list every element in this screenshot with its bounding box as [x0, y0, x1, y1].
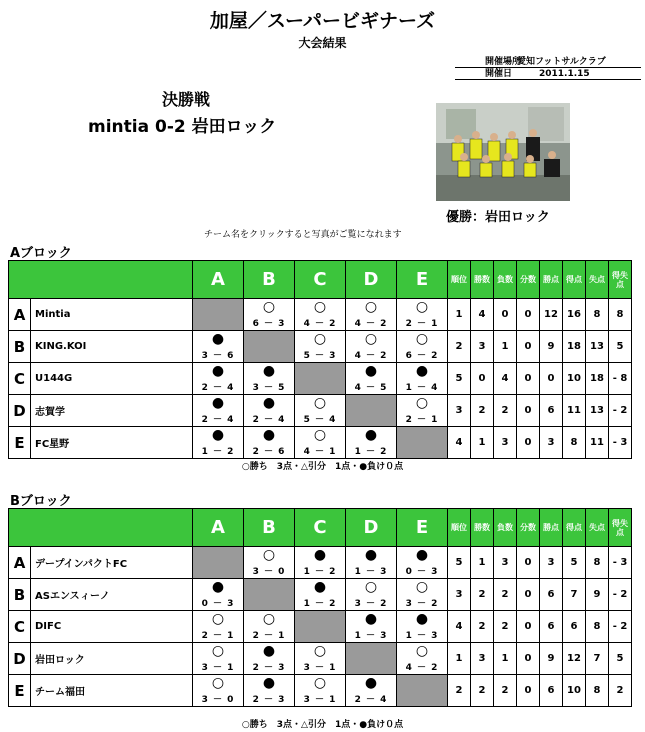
stat-value: - 2: [609, 395, 632, 427]
stat-value: 5: [563, 547, 586, 579]
stat-value: 9: [540, 643, 563, 675]
block-a-legend: ○勝ち 3点・△引分 1点・●負け０点: [241, 462, 404, 472]
stat-value: 8: [563, 427, 586, 459]
match-score: 1 － 2: [354, 447, 388, 457]
page-title: 加屋／スーパービギナーズ: [209, 10, 436, 32]
match-result-cell: [346, 579, 397, 611]
loss-mark: ●: [262, 643, 276, 659]
win-mark: ○: [415, 579, 429, 595]
stat-value: 6: [540, 611, 563, 643]
block-b-table: [8, 508, 632, 707]
match-result-cell: [193, 363, 244, 395]
win-mark: ○: [313, 643, 327, 659]
match-score: 3 － 1: [303, 695, 337, 705]
stat-value: 0: [517, 363, 540, 395]
match-score: 3 － 1: [303, 663, 337, 673]
header-row: [9, 261, 632, 299]
team-letter: C: [9, 611, 31, 643]
match-score: 5 － 4: [303, 415, 337, 425]
stat-value: 8: [609, 299, 632, 331]
opponent-header: A: [193, 261, 244, 299]
stat-value: 0: [517, 611, 540, 643]
stat-value: 0: [494, 299, 517, 331]
stat-value: 3: [448, 395, 471, 427]
match-result-cell: [193, 395, 244, 427]
stat-value: 2: [448, 331, 471, 363]
team-letter: E: [9, 675, 31, 707]
match-score: 1 － 2: [303, 567, 337, 577]
stat-value: 0: [517, 427, 540, 459]
match-result-cell: [193, 611, 244, 643]
self-match-cell: [244, 331, 295, 363]
stat-value: 0: [517, 579, 540, 611]
match-score: 3 － 0: [252, 567, 286, 577]
self-match-cell: [397, 427, 448, 459]
match-result-cell: [295, 547, 346, 579]
venue-row: [455, 56, 641, 68]
win-mark: ○: [211, 611, 225, 627]
stat-value: 6: [563, 611, 586, 643]
team-letter: B: [9, 579, 31, 611]
team-name-link[interactable]: KING.KOI: [31, 331, 193, 363]
self-match-cell: [295, 363, 346, 395]
stat-value: - 3: [609, 547, 632, 579]
photo-note: チーム名をクリックすると写真がご覧になれます: [204, 230, 402, 240]
match-result-cell: [295, 331, 346, 363]
stat-header: 得失点: [609, 509, 632, 547]
team-letter: A: [9, 299, 31, 331]
stat-value: 2: [471, 611, 494, 643]
match-score: 3 － 2: [405, 599, 439, 609]
match-result-cell: [295, 643, 346, 675]
date-label: 開催日: [485, 69, 513, 79]
self-match-cell: [193, 547, 244, 579]
loss-mark: ●: [364, 675, 378, 691]
team-name-link[interactable]: 岩田ロック: [31, 643, 193, 675]
match-score: 4 － 2: [405, 663, 439, 673]
match-score: 0 － 3: [405, 567, 439, 577]
opponent-header: D: [346, 509, 397, 547]
match-result-cell: [346, 363, 397, 395]
match-score: 3 － 2: [354, 599, 388, 609]
stat-value: 6: [540, 395, 563, 427]
loss-mark: ●: [364, 547, 378, 563]
loss-mark: ●: [415, 611, 429, 627]
stat-value: 3: [540, 427, 563, 459]
match-result-cell: [397, 299, 448, 331]
stat-value: - 2: [609, 579, 632, 611]
win-mark: ○: [415, 331, 429, 347]
match-result-cell: [397, 363, 448, 395]
stat-value: 4: [494, 363, 517, 395]
match-result-cell: [397, 611, 448, 643]
stat-value: 5: [609, 643, 632, 675]
match-score: 2 － 3: [252, 663, 286, 673]
stat-value: 16: [563, 299, 586, 331]
venue-value: 愛知フットサルクラブ: [517, 57, 606, 67]
match-score: 2 － 1: [405, 319, 439, 329]
opponent-header: B: [244, 509, 295, 547]
match-result-cell: [193, 331, 244, 363]
win-mark: ○: [364, 331, 378, 347]
team-row: [9, 363, 632, 395]
stat-value: 2: [494, 675, 517, 707]
win-mark: ○: [313, 675, 327, 691]
win-mark: ○: [364, 579, 378, 595]
stat-value: 3: [494, 427, 517, 459]
team-name-link[interactable]: チーム福田: [31, 675, 193, 707]
team-row: [9, 547, 632, 579]
loss-mark: ●: [211, 427, 225, 443]
team-letter: A: [9, 547, 31, 579]
match-result-cell: [244, 395, 295, 427]
loss-mark: ●: [415, 363, 429, 379]
win-mark: ○: [364, 299, 378, 315]
stat-value: 4: [448, 427, 471, 459]
team-letter: C: [9, 363, 31, 395]
match-score: 2 － 6: [252, 447, 286, 457]
loss-mark: ●: [262, 363, 276, 379]
self-match-cell: [295, 611, 346, 643]
win-mark: ○: [262, 547, 276, 563]
stat-value: 6: [540, 675, 563, 707]
stat-value: 8: [586, 675, 609, 707]
loss-mark: ●: [313, 579, 327, 595]
loss-mark: ●: [211, 579, 225, 595]
match-score: 2 － 1: [405, 415, 439, 425]
match-score: 6 － 2: [405, 351, 439, 361]
match-result-cell: [244, 611, 295, 643]
date-row: [455, 68, 641, 80]
stat-header: 勝数: [471, 261, 494, 299]
stat-header: 負数: [494, 509, 517, 547]
match-score: 0 － 3: [201, 599, 235, 609]
page-subtitle: 大会結果: [298, 36, 347, 50]
match-score: 2 － 1: [252, 631, 286, 641]
stat-value: 0: [517, 299, 540, 331]
match-result-cell: [244, 675, 295, 707]
stat-header: 得点: [563, 261, 586, 299]
stat-value: 5: [448, 363, 471, 395]
win-mark: ○: [262, 299, 276, 315]
loss-mark: ●: [364, 363, 378, 379]
stat-value: 3: [448, 579, 471, 611]
match-score: 1 － 3: [405, 631, 439, 641]
match-score: 1 － 2: [201, 447, 235, 457]
match-score: 6 － 3: [252, 319, 286, 329]
header-corner: [9, 509, 193, 547]
loss-mark: ●: [313, 547, 327, 563]
stat-value: 2: [609, 675, 632, 707]
stat-value: 18: [586, 363, 609, 395]
team-row: [9, 643, 632, 675]
stat-value: 10: [563, 363, 586, 395]
team-name-link[interactable]: 志賀学: [31, 395, 193, 427]
block-b-label: Bブロック: [10, 494, 72, 509]
winner-team-photo: [436, 103, 570, 201]
match-result-cell: [244, 299, 295, 331]
loss-mark: ●: [415, 547, 429, 563]
match-result-cell: [244, 427, 295, 459]
loss-mark: ●: [211, 395, 225, 411]
match-result-cell: [244, 643, 295, 675]
match-result-cell: [346, 427, 397, 459]
opponent-header: E: [397, 509, 448, 547]
match-result-cell: [295, 299, 346, 331]
stat-header: 勝数: [471, 509, 494, 547]
match-result-cell: [346, 299, 397, 331]
match-result-cell: [346, 675, 397, 707]
loss-mark: ●: [262, 395, 276, 411]
block-a-label: Aブロック: [10, 246, 72, 261]
self-match-cell: [346, 395, 397, 427]
final-score: mintia 0-2 岩田ロック: [88, 117, 277, 137]
opponent-header: C: [295, 509, 346, 547]
team-row: [9, 611, 632, 643]
win-mark: ○: [262, 611, 276, 627]
self-match-cell: [346, 643, 397, 675]
match-score: 2 － 4: [252, 415, 286, 425]
stat-value: 3: [471, 331, 494, 363]
opponent-header: A: [193, 509, 244, 547]
team-name-link[interactable]: Mintia: [31, 299, 193, 331]
team-letter: D: [9, 395, 31, 427]
stat-value: 11: [586, 427, 609, 459]
stat-value: 3: [494, 547, 517, 579]
match-score: 2 － 4: [354, 695, 388, 705]
stat-value: 18: [563, 331, 586, 363]
match-score: 4 － 1: [303, 447, 337, 457]
stat-value: 1: [494, 331, 517, 363]
match-score: 2 － 4: [201, 415, 235, 425]
stat-value: 7: [586, 643, 609, 675]
stat-value: 4: [471, 299, 494, 331]
stat-value: 8: [586, 299, 609, 331]
match-result-cell: [193, 643, 244, 675]
team-row: [9, 675, 632, 707]
stat-value: 0: [517, 675, 540, 707]
stat-value: 13: [586, 395, 609, 427]
team-row: [9, 299, 632, 331]
stat-header: 得失点: [609, 261, 632, 299]
match-score: 1 － 3: [354, 631, 388, 641]
match-result-cell: [397, 547, 448, 579]
stat-header: 負数: [494, 261, 517, 299]
block-b-legend: ○勝ち 3点・△引分 1点・●負け０点: [241, 720, 404, 730]
event-info: [455, 56, 641, 80]
win-mark: ○: [415, 643, 429, 659]
stat-header: 勝点: [540, 509, 563, 547]
stat-value: 2: [494, 395, 517, 427]
stat-header: 失点: [586, 509, 609, 547]
stat-value: 0: [517, 643, 540, 675]
stat-value: 9: [540, 331, 563, 363]
stat-value: 4: [448, 611, 471, 643]
match-score: 3 － 0: [201, 695, 235, 705]
match-result-cell: [244, 547, 295, 579]
stat-header: 得点: [563, 509, 586, 547]
stat-header: 分数: [517, 261, 540, 299]
stat-value: 2: [471, 579, 494, 611]
stat-value: 0: [471, 363, 494, 395]
win-mark: ○: [313, 331, 327, 347]
stat-value: 3: [540, 547, 563, 579]
stat-value: 5: [609, 331, 632, 363]
match-result-cell: [295, 427, 346, 459]
match-result-cell: [295, 675, 346, 707]
team-name-link[interactable]: FC星野: [31, 427, 193, 459]
stat-value: - 3: [609, 427, 632, 459]
stat-value: 12: [540, 299, 563, 331]
date-value: 2011.1.15: [539, 69, 590, 79]
win-mark: ○: [211, 643, 225, 659]
opponent-header: B: [244, 261, 295, 299]
self-match-cell: [193, 299, 244, 331]
stat-value: 2: [448, 675, 471, 707]
team-name-link[interactable]: U144G: [31, 363, 193, 395]
stat-value: 1: [448, 643, 471, 675]
team-name-link[interactable]: ASエンスィーノ: [31, 579, 193, 611]
match-result-cell: [397, 643, 448, 675]
stat-value: 12: [563, 643, 586, 675]
team-name-link[interactable]: DIFC: [31, 611, 193, 643]
final-label: 決勝戦: [162, 90, 211, 109]
win-mark: ○: [211, 675, 225, 691]
match-result-cell: [346, 611, 397, 643]
match-score: 2 － 1: [201, 631, 235, 641]
stat-value: 2: [471, 395, 494, 427]
stat-value: 0: [517, 547, 540, 579]
stat-value: 2: [471, 675, 494, 707]
stat-value: 8: [586, 547, 609, 579]
stat-value: - 2: [609, 611, 632, 643]
stat-value: 3: [471, 643, 494, 675]
stat-header: 順位: [448, 509, 471, 547]
loss-mark: ●: [364, 427, 378, 443]
match-score: 1 － 2: [303, 599, 337, 609]
match-score: 1 － 3: [354, 567, 388, 577]
win-mark: ○: [415, 395, 429, 411]
loss-mark: ●: [364, 611, 378, 627]
self-match-cell: [397, 675, 448, 707]
match-score: 4 － 2: [354, 319, 388, 329]
stat-value: 1: [448, 299, 471, 331]
team-name-link[interactable]: デープインパクトFC: [31, 547, 193, 579]
header-row: [9, 509, 632, 547]
win-mark: ○: [415, 299, 429, 315]
self-match-cell: [244, 579, 295, 611]
winner-label: 優勝：岩田ロック: [446, 210, 550, 225]
stat-header: 勝点: [540, 261, 563, 299]
match-result-cell: [346, 547, 397, 579]
loss-mark: ●: [211, 331, 225, 347]
match-result-cell: [244, 363, 295, 395]
stat-value: 1: [471, 427, 494, 459]
stat-value: 0: [517, 395, 540, 427]
loss-mark: ●: [262, 427, 276, 443]
match-score: 3 － 6: [201, 351, 235, 361]
match-score: 3 － 5: [252, 383, 286, 393]
loss-mark: ●: [211, 363, 225, 379]
stat-value: 9: [586, 579, 609, 611]
win-mark: ○: [313, 427, 327, 443]
stat-header: 失点: [586, 261, 609, 299]
header-corner: [9, 261, 193, 299]
stat-header: 分数: [517, 509, 540, 547]
venue-label: 開催場所: [485, 57, 522, 67]
match-result-cell: [397, 395, 448, 427]
opponent-header: D: [346, 261, 397, 299]
team-letter: D: [9, 643, 31, 675]
match-result-cell: [397, 579, 448, 611]
match-result-cell: [346, 331, 397, 363]
match-result-cell: [193, 579, 244, 611]
match-result-cell: [193, 675, 244, 707]
match-result-cell: [295, 395, 346, 427]
win-mark: ○: [313, 395, 327, 411]
match-score: 3 － 1: [201, 663, 235, 673]
stat-value: 2: [494, 611, 517, 643]
stat-value: 1: [471, 547, 494, 579]
stat-header: 順位: [448, 261, 471, 299]
team-row: [9, 395, 632, 427]
stat-value: 2: [494, 579, 517, 611]
stat-value: 8: [586, 611, 609, 643]
match-result-cell: [397, 331, 448, 363]
stat-value: 6: [540, 579, 563, 611]
stat-value: 5: [448, 547, 471, 579]
match-result-cell: [295, 579, 346, 611]
stat-value: 13: [586, 331, 609, 363]
team-row: [9, 579, 632, 611]
match-score: 5 － 3: [303, 351, 337, 361]
team-letter: B: [9, 331, 31, 363]
stat-value: 11: [563, 395, 586, 427]
match-score: 2 － 3: [252, 695, 286, 705]
match-result-cell: [193, 427, 244, 459]
loss-mark: ●: [262, 675, 276, 691]
opponent-header: C: [295, 261, 346, 299]
match-score: 1 － 4: [405, 383, 439, 393]
win-mark: ○: [313, 299, 327, 315]
team-row: [9, 427, 632, 459]
match-score: 4 － 2: [354, 351, 388, 361]
stat-value: 0: [540, 363, 563, 395]
stat-value: 7: [563, 579, 586, 611]
match-score: 4 － 5: [354, 383, 388, 393]
stat-value: 0: [517, 331, 540, 363]
match-score: 2 － 4: [201, 383, 235, 393]
block-a-table: [8, 260, 632, 459]
opponent-header: E: [397, 261, 448, 299]
team-row: [9, 331, 632, 363]
stat-value: 10: [563, 675, 586, 707]
team-letter: E: [9, 427, 31, 459]
stat-value: 1: [494, 643, 517, 675]
stat-value: - 8: [609, 363, 632, 395]
match-score: 4 － 2: [303, 319, 337, 329]
